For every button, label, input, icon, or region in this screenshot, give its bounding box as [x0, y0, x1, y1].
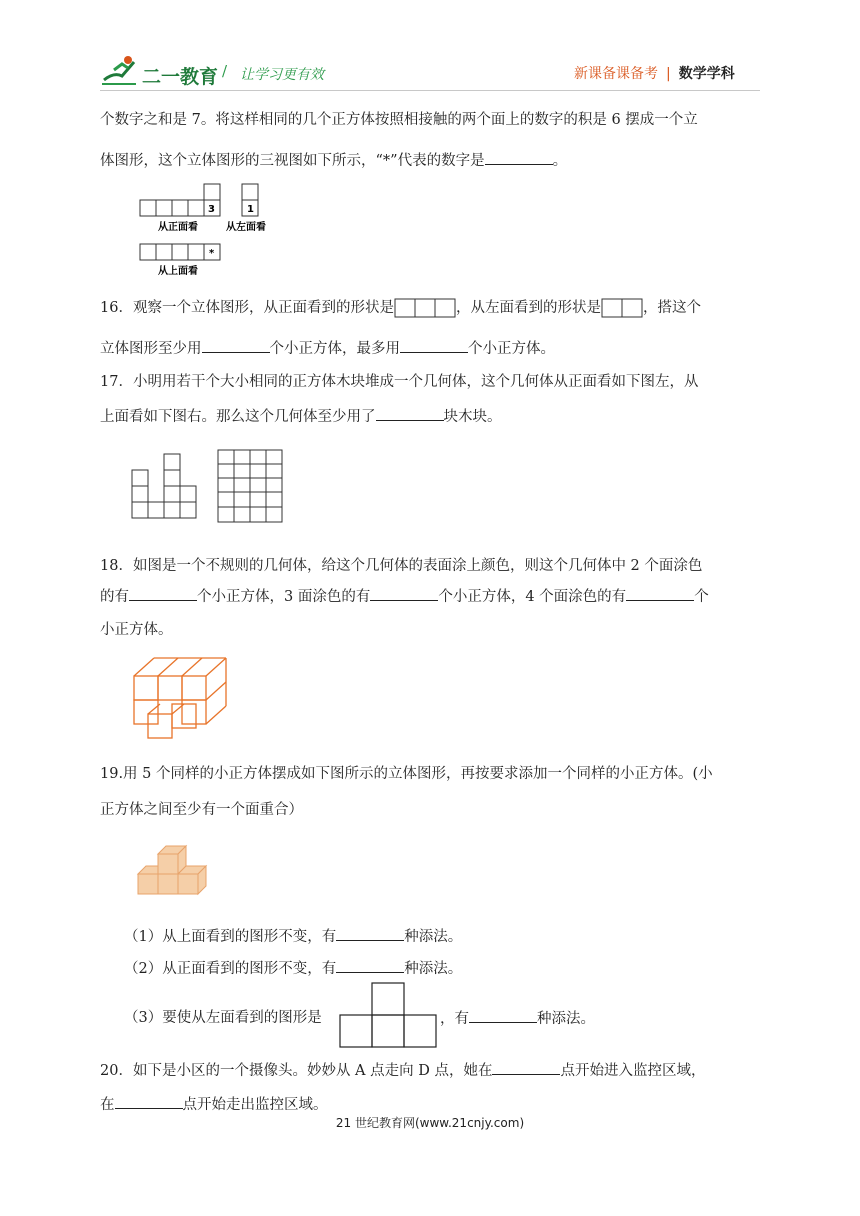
q17-figures	[130, 448, 290, 524]
top-view-mark: *	[209, 248, 215, 259]
runner-logo-icon	[100, 52, 140, 86]
q16-text-c: ，搭这个	[642, 300, 701, 316]
q19-sub2	[124, 958, 462, 979]
q15-line2	[100, 150, 567, 171]
answer-blank	[626, 586, 694, 601]
q18-cube-figure	[130, 652, 240, 744]
answer-blank	[336, 958, 404, 973]
page-header	[0, 0, 860, 100]
q19-sub3-end: 种添法。	[537, 1011, 595, 1027]
slogan: 让学习更有效	[240, 67, 324, 83]
q16-text-b: ，从左面看到的形状是	[455, 300, 601, 316]
q18-line2	[100, 586, 709, 607]
page-footer: 21 世纪教育网(www.21cnjy.com)	[335, 1116, 525, 1130]
q19-sub3-a: （3）要使从左面看到的图形是	[124, 1010, 322, 1026]
q20-text-b: 点开始进入监控区域，	[560, 1063, 706, 1079]
q16-line2	[100, 338, 555, 359]
answer-blank	[492, 1060, 560, 1075]
header-right	[574, 63, 735, 83]
q19-line2: 正方体之间至少有一个面重合）	[100, 802, 303, 818]
q16-text-d: 立体图形至少用	[100, 341, 202, 357]
q19-cube-figure	[134, 840, 210, 902]
header-divider	[100, 90, 760, 91]
top-view-label: 从上面看	[158, 266, 198, 277]
q16-text-e: 个小正方体，最多用	[269, 341, 400, 357]
q19-sub1-text: （1）从上面看到的图形不变，有	[124, 929, 337, 945]
front-view-label: 从正面看	[158, 222, 198, 233]
q19-left-view-shape	[338, 982, 438, 1048]
q20-line2	[100, 1094, 328, 1115]
q17-text-a: 上面看如下图右。那么这个几何体至少用了	[100, 409, 376, 425]
q15-end: 。	[552, 153, 568, 169]
q19-sub2-text: （2）从正面看到的图形不变，有	[124, 961, 337, 977]
q20-line1	[100, 1060, 705, 1081]
header-subject: 数学学科	[678, 66, 735, 82]
q18-text-a: 的有	[100, 589, 129, 605]
q20-text-a: 20．如下是小区的一个摄像头。妙妙从 A 点走向 D 点，她在	[100, 1063, 493, 1079]
q18-line1: 18．如图是一个不规则的几何体，给这个几何体的表面涂上颜色，则这个几何体中 2 个面涂色	[100, 558, 703, 574]
q18-text-c: 个小正方体，4 个面涂色的有	[438, 589, 627, 605]
answer-blank	[129, 586, 197, 601]
slash-divider: /	[222, 62, 228, 80]
q15-text: 体图形，这个立体图形的三视图如下所示，“*”代表的数字是	[100, 153, 485, 169]
q18-text-d: 个	[694, 589, 709, 605]
q19-sub3-b	[440, 1008, 595, 1029]
q16-text-f: 个小正方体。	[468, 341, 555, 357]
q19-line1: 19.用 5 个同样的小正方体摆成如下图所示的立体图形，再按要求添加一个同样的小正方体。(小	[100, 766, 713, 782]
answer-blank	[485, 150, 553, 165]
answer-blank	[115, 1094, 183, 1109]
q15-line1: 个数字之和是 7。将这样相同的几个正方体按照相接触的两个面上的数字的积是 6 摆成一个立	[100, 112, 698, 128]
header-course-label: 新课备课备考	[574, 66, 658, 82]
answer-blank	[400, 338, 468, 353]
q19-sub1-end: 种添法。	[404, 929, 463, 945]
q17-line2	[100, 406, 502, 427]
left-view-number: 1	[247, 204, 254, 215]
q16-text-a: 16．观察一个立体图形，从正面看到的形状是	[100, 300, 394, 316]
q20-text-d: 点开始走出监控区域。	[182, 1097, 328, 1113]
answer-blank	[370, 586, 438, 601]
q15-three-views	[138, 180, 278, 280]
q16-left-view-shape	[601, 298, 643, 318]
q20-text-c: 在	[100, 1097, 115, 1113]
q18-text-b: 个小正方体，3 面涂色的有	[197, 589, 371, 605]
q19-sub2-end: 种添法。	[404, 961, 463, 977]
left-view-label: 从左面看	[226, 222, 266, 233]
q17-text-b: 块木块。	[443, 409, 502, 425]
q19-sub1	[124, 926, 462, 947]
answer-blank	[376, 406, 444, 421]
answer-blank	[469, 1008, 537, 1023]
q18-line3: 小正方体。	[100, 622, 173, 638]
answer-blank	[202, 338, 270, 353]
answer-blank	[336, 926, 404, 941]
header-separator: |	[666, 66, 671, 82]
q19-sub3-text: ，有	[440, 1011, 469, 1027]
logo-text: 二一教育	[142, 66, 219, 88]
q17-line1: 17．小明用若干个大小相同的正方体木块堆成一个几何体，这个几何体从正面看如下图左，从	[100, 374, 699, 390]
q16-front-view-shape	[394, 298, 456, 318]
q16-line1	[100, 298, 701, 318]
front-view-number: 3	[208, 204, 215, 215]
